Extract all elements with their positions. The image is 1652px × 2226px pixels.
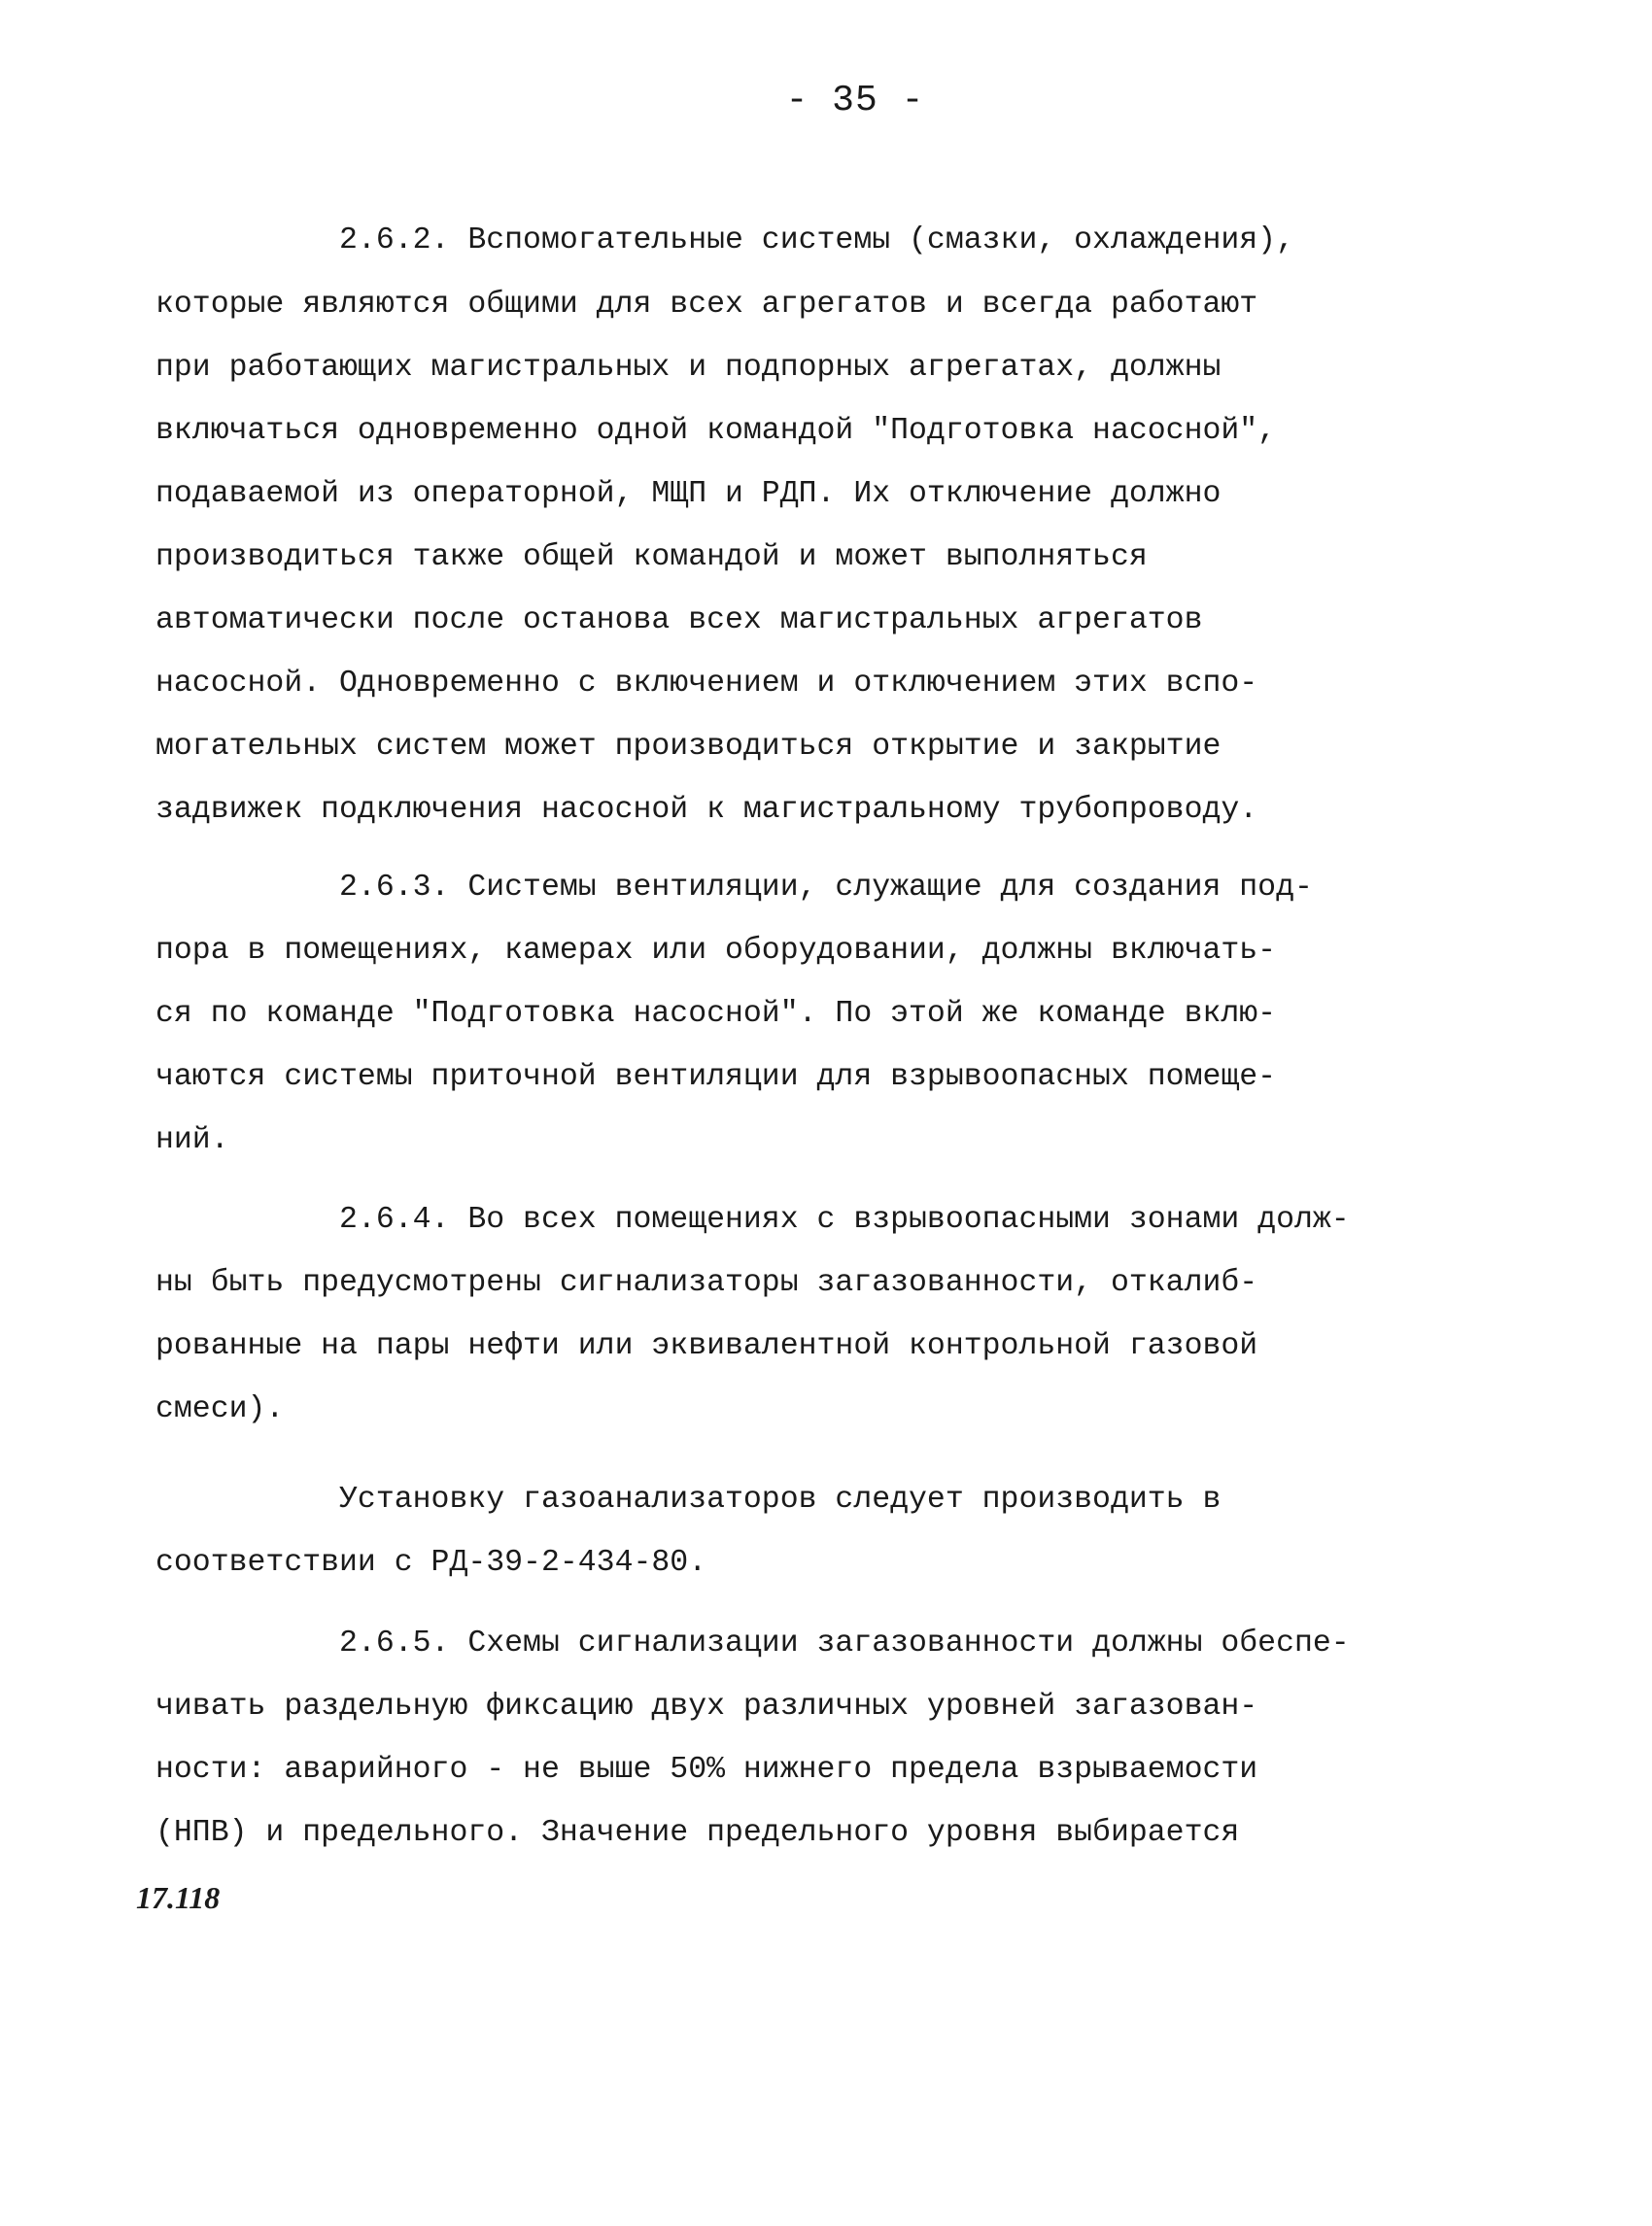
text-line: подаваемой из операторной, МЩП и РДП. Их отключение должно xyxy=(155,477,1222,511)
text-line: ся по команде "Подготовка насосной". По этой же команде вклю- xyxy=(155,997,1277,1031)
text-line: 2.6.4. Во всех помещениях с взрывоопасными зонами долж- xyxy=(155,1203,1350,1237)
page-number: - 35 - xyxy=(785,80,925,121)
text-line: 2.6.3. Системы вентиляции, служащие для создания под- xyxy=(155,871,1313,905)
text-line: (НПВ) и предельного. Значение предельного уровня выбирается xyxy=(155,1816,1240,1850)
text-line: чивать раздельную фиксацию двух различных уровней загазован- xyxy=(155,1690,1258,1724)
text-line: 2.6.2. Вспомогательные системы (смазки, охлаждения), xyxy=(155,223,1294,257)
text-line: насосной. Одновременно с включением и отключением этих вспо- xyxy=(155,667,1258,701)
text-line: автоматически после останова всех магистральных агрегатов xyxy=(155,603,1203,637)
text-line: производиться также общей командой и может выполняться xyxy=(155,540,1148,574)
text-line: соответствии с РД-39-2-434-80. xyxy=(155,1546,707,1580)
text-line: пора в помещениях, камерах или оборудовании, должны включать- xyxy=(155,934,1277,968)
text-line: 2.6.5. Схемы сигнализации загазованности должны обеспе- xyxy=(155,1627,1350,1661)
text-line: ны быть предусмотрены сигнализаторы загазованности, откалиб- xyxy=(155,1266,1258,1300)
text-line: могательных систем может производиться открытие и закрытие xyxy=(155,730,1222,764)
text-line: при работающих магистральных и подпорных агрегатах, должны xyxy=(155,351,1222,385)
text-line: задвижек подключения насосной к магистральному трубопроводу. xyxy=(155,793,1258,827)
text-line: Установку газоанализаторов следует производить в xyxy=(155,1483,1222,1517)
handwritten-footer-mark: 17.118 xyxy=(136,1880,221,1915)
text-line: ности: аварийного - не выше 50% нижнего предела взрываемости xyxy=(155,1753,1258,1787)
text-line: рованные на пары нефти или эквивалентной контрольной газовой xyxy=(155,1329,1258,1363)
text-line: чаются системы приточной вентиляции для взрывоопасных помеще- xyxy=(155,1060,1277,1094)
text-line: которые являются общими для всех агрегатов и всегда работают xyxy=(155,288,1258,322)
text-line: включаться одновременно одной командой "Подготовка насосной", xyxy=(155,414,1277,448)
text-line: смеси). xyxy=(155,1392,285,1426)
text-line: ний. xyxy=(155,1123,229,1157)
